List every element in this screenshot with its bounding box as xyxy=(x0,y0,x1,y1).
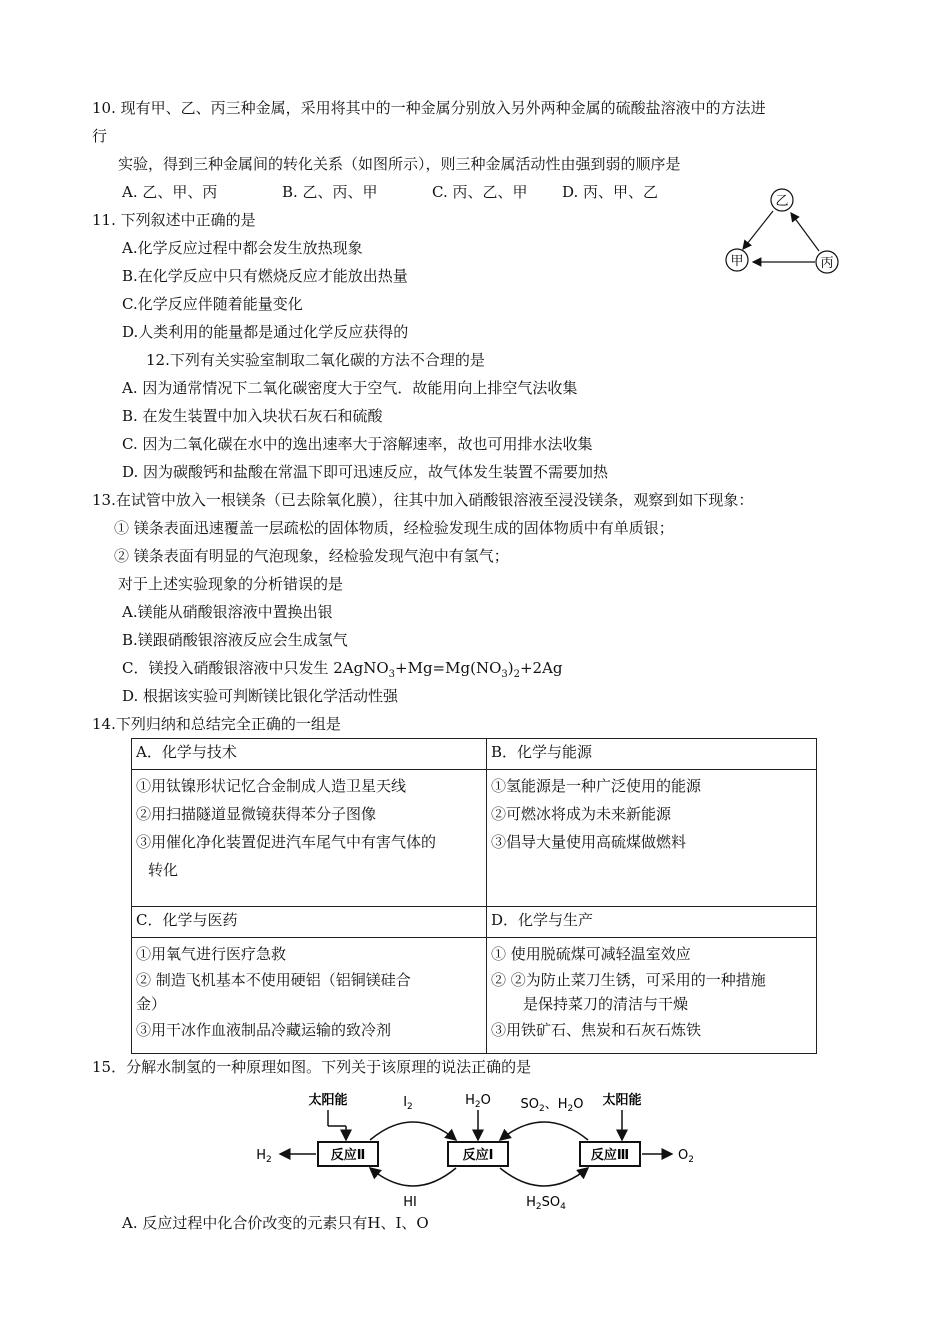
q10-option-c: C. 丙、乙、甲 xyxy=(432,183,528,201)
metal-yi-label: 乙 xyxy=(775,194,789,209)
arrow-top-to-left xyxy=(743,211,773,249)
q12-option-a: A. 因为通常情况下二氧化碳密度大于空气．故能用向上排空气法收集 xyxy=(122,379,578,397)
h2-output-label: $H_2$ xyxy=(256,1148,272,1165)
q15-option-a: A. 反应过程中化合价改变的元素只有H、I、O xyxy=(122,1214,429,1232)
arrow-right-to-top xyxy=(791,213,819,251)
q14-c-item-4: ③用干冰作血液制品冷藏运输的致冷剂 xyxy=(136,1021,392,1039)
solar-energy-right: 太阳能 xyxy=(602,1093,642,1108)
q14-cell-d-body xyxy=(487,938,817,1054)
q14-cell-c-title: C．化学与医药 xyxy=(132,907,487,938)
q10-options xyxy=(122,182,658,202)
q13-option-d: D. 根据该实验可判断镁比银化学活动性强 xyxy=(122,687,399,705)
q14-cell-a-title: A．化学与技术 xyxy=(132,739,487,770)
q11-stem: 11. 下列叙述中正确的是 xyxy=(92,211,256,229)
q14-d-item-3: 是保持菜刀的清洁与干燥 xyxy=(523,995,689,1013)
q14-c-item-3: 金） xyxy=(136,995,167,1013)
q10-stem-line1b: 行 xyxy=(92,127,108,145)
q13-option-c-sub1: 3 xyxy=(388,669,396,680)
q14-b-item-3: ③倡导大量使用高硫煤做燃料 xyxy=(491,833,687,851)
q14-a-item-2: ②用扫描隧道显微镜获得苯分子图像 xyxy=(136,805,377,823)
q10-stem-line1: 10. 现有甲、乙、丙三种金属，采用将其中的一种金属分别放入另外两种金属的硫酸盐溶液中的方法进 xyxy=(92,99,766,117)
q14-b-item-2: ②可燃冰将成为未来新能源 xyxy=(491,805,672,823)
q14-stem: 14.下列归纳和总结完全正确的一组是 xyxy=(92,715,341,733)
reaction-3-label: 反应Ⅲ xyxy=(590,1148,630,1163)
q15-reaction-diagram xyxy=(250,1082,700,1212)
q14-d-item-1: ① 使用脱硫煤可减轻温室效应 xyxy=(491,945,691,963)
q12-stem: 12.下列有关实验室制取二氧化碳的方法不合理的是 xyxy=(146,351,485,369)
q11-option-d: D.人类利用的能量都是通过化学反应获得的 xyxy=(122,323,409,341)
q14-cell-b-body xyxy=(487,770,817,907)
q13-option-c xyxy=(122,658,563,678)
arrow-h2so4-to-reaction-3 xyxy=(500,1168,588,1186)
q14-a-item-3: ③用催化净化装置促进汽车尾气中有害气体的 xyxy=(136,833,437,851)
q14-cell-d-title: D．化学与生产 xyxy=(487,907,817,938)
arrow-i2-to-reaction-1 xyxy=(370,1122,456,1140)
h2so4-label: $H_2SO_4$ xyxy=(526,1195,566,1212)
q14-d-item-2: ② ②为防止菜刀生锈，可采用的一种措施 xyxy=(491,971,766,989)
arrow-so2-to-reaction-1 xyxy=(500,1122,588,1140)
reaction-2-label: 反应Ⅱ xyxy=(330,1148,366,1163)
q13-lead: 对于上述实验现象的分析错误的是 xyxy=(118,575,344,593)
q12-option-b: B. 在发生装置中加入块状石灰石和硫酸 xyxy=(122,407,383,425)
q11-option-c: C.化学反应伴随着能量变化 xyxy=(122,295,303,313)
q10-option-d: D. 丙、甲、乙 xyxy=(562,183,659,201)
arrow-hi-to-reaction-2 xyxy=(370,1168,456,1186)
q13-stem: 13.在试管中放入一根镁条（已去除氧化膜），往其中加入硝酸银溶液至浸没镁条，观察到如下现象： xyxy=(92,491,754,509)
q14-c-item-1: ①用氧气进行医疗急救 xyxy=(136,945,287,963)
q13-option-c-sub2: 3 xyxy=(501,669,508,680)
q11-option-a: A.化学反应过程中都会发生放热现象 xyxy=(122,239,363,257)
q13-option-c-end: +2Ag xyxy=(519,659,563,677)
so2-h2o-label: $SO_2$、$H_2O$ xyxy=(520,1097,584,1114)
o2-output-label: $O_2$ xyxy=(678,1148,694,1165)
q13-option-b: B.镁跟硝酸银溶液反应会生成氢气 xyxy=(122,631,348,649)
q11-option-b: B.在化学反应中只有燃烧反应才能放出热量 xyxy=(122,267,408,285)
q10-triangle-diagram xyxy=(715,185,855,280)
q14-a-item-1: ①用钛镍形状记忆合金制成人造卫星天线 xyxy=(136,777,407,795)
q10-option-b: B. 乙、丙、甲 xyxy=(282,183,378,201)
q10-option-a: A. 乙、甲、丙 xyxy=(122,183,218,201)
q14-cell-b-title: B．化学与能源 xyxy=(487,739,817,770)
q14-cell-c-body xyxy=(132,938,487,1054)
reaction-1-label: 反应Ⅰ xyxy=(462,1148,494,1163)
metal-jia-label: 甲 xyxy=(730,254,744,269)
q13-option-a: A.镁能从硝酸银溶液中置换出银 xyxy=(122,603,333,621)
q13-option-c-sub3: 2 xyxy=(513,669,520,680)
h2o-input-label: $H_2O$ xyxy=(465,1093,491,1110)
q12-option-c: C. 因为二氧化碳在水中的逸出速率大于溶解速率，故也可用排水法收集 xyxy=(122,435,593,453)
q14-b-item-1: ①氢能源是一种广泛使用的能源 xyxy=(491,777,702,795)
q13-option-c-text: C．镁投入硝酸银溶液中只发生 2AgNO xyxy=(122,659,389,677)
hi-label: HI xyxy=(403,1195,417,1210)
q14-cell-a-body xyxy=(132,770,487,907)
q14-a-item-4: 转化 xyxy=(148,861,179,879)
solar-energy-left: 太阳能 xyxy=(308,1093,348,1108)
i2-label: $I_2$ xyxy=(403,1095,413,1112)
q12-option-d: D. 因为碳酸钙和盐酸在常温下即可迅速反应，故气体发生装置不需要加热 xyxy=(122,463,609,481)
q14-c-item-2: ② 制造飞机基本不使用硬铝（铝铜镁硅合 xyxy=(136,971,411,989)
q13-option-c-mid: +Mg=Mg(NO xyxy=(395,659,502,677)
q15-stem: 15．分解水制氢的一种原理如图。下列关于该原理的说法正确的是 xyxy=(92,1058,532,1076)
q14-d-item-4: ③用铁矿石、焦炭和石灰石炼铁 xyxy=(491,1021,702,1039)
q13-observation-1: ① 镁条表面迅速覆盖一层疏松的固体物质，经检验发现生成的固体物质中有单质银； xyxy=(114,519,674,537)
q13-option-c-paren: ) xyxy=(507,659,514,677)
q10-stem-line2: 实验，得到三种金属间的转化关系（如图所示），则三种金属活动性由强到弱的顺序是 xyxy=(118,155,681,173)
metal-bing-label: 丙 xyxy=(820,256,834,271)
q14-summary-table xyxy=(131,738,817,1054)
q13-observation-2: ② 镁条表面有明显的气泡现象，经检验发现气泡中有氢气； xyxy=(114,547,509,565)
